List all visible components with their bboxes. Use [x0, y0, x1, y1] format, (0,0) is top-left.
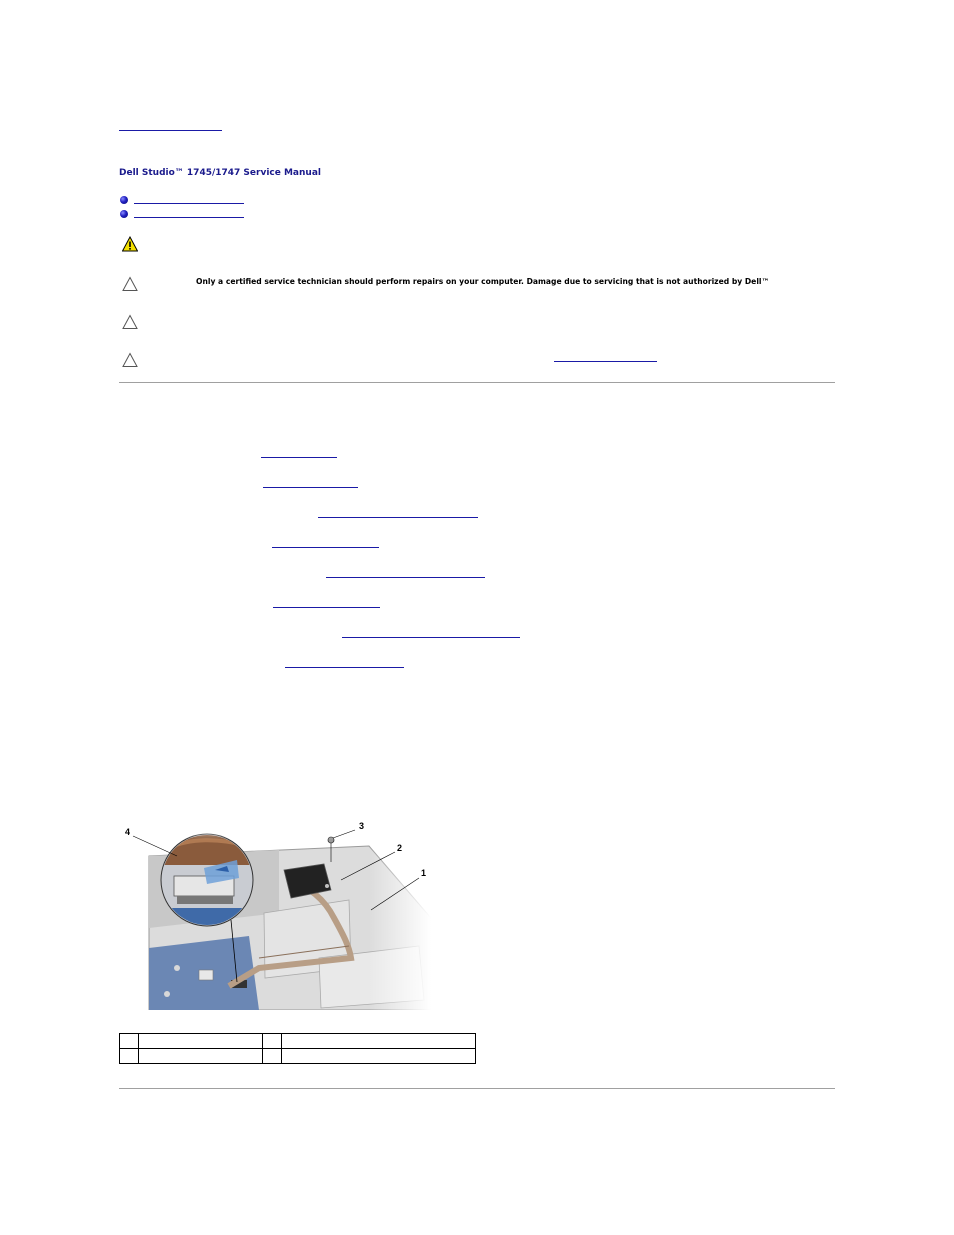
section-link-2[interactable]	[134, 217, 244, 218]
blue-bullet-icon	[120, 210, 128, 218]
step-link-6[interactable]	[273, 607, 380, 608]
step-link-3[interactable]	[318, 517, 478, 518]
figure-legend-table	[119, 1033, 476, 1064]
callout-1: 1	[421, 868, 427, 878]
legend-number-cell	[263, 1049, 282, 1064]
legend-label-cell	[282, 1034, 476, 1049]
caution-reference-link[interactable]	[554, 361, 657, 362]
legend-label-cell	[282, 1049, 476, 1064]
legend-number-cell	[120, 1049, 139, 1064]
back-to-contents-link[interactable]	[119, 130, 222, 131]
caution-triangle-icon	[122, 352, 138, 368]
step-link-2[interactable]	[263, 487, 358, 488]
blue-bullet-icon	[120, 196, 128, 204]
table-row	[120, 1049, 476, 1064]
callout-4: 4	[125, 827, 131, 837]
legend-label-cell	[139, 1034, 263, 1049]
caution-notice-text: Only a certified service technician should perform repairs on your computer. Damage due to servicing that is not authorized by Dell™	[196, 277, 770, 286]
callout-3: 3	[359, 821, 365, 831]
legend-label-cell	[139, 1049, 263, 1064]
legend-number-cell	[263, 1034, 282, 1049]
step-link-1[interactable]	[261, 457, 337, 458]
component-removal-illustration	[119, 818, 431, 1010]
manual-title: Dell Studio™ 1745/1747 Service Manual	[119, 168, 321, 178]
step-link-7[interactable]	[342, 637, 520, 638]
section-divider	[119, 382, 835, 383]
caution-triangle-icon	[122, 276, 138, 292]
callout-2: 2	[397, 843, 403, 853]
step-link-5[interactable]	[326, 577, 485, 578]
warning-triangle-icon	[122, 236, 138, 252]
section-divider	[119, 1088, 835, 1089]
legend-number-cell	[120, 1034, 139, 1049]
section-link-1[interactable]	[134, 203, 244, 204]
step-link-8[interactable]	[285, 667, 404, 668]
caution-triangle-icon	[122, 314, 138, 330]
step-link-4[interactable]	[272, 547, 379, 548]
table-row	[120, 1034, 476, 1049]
